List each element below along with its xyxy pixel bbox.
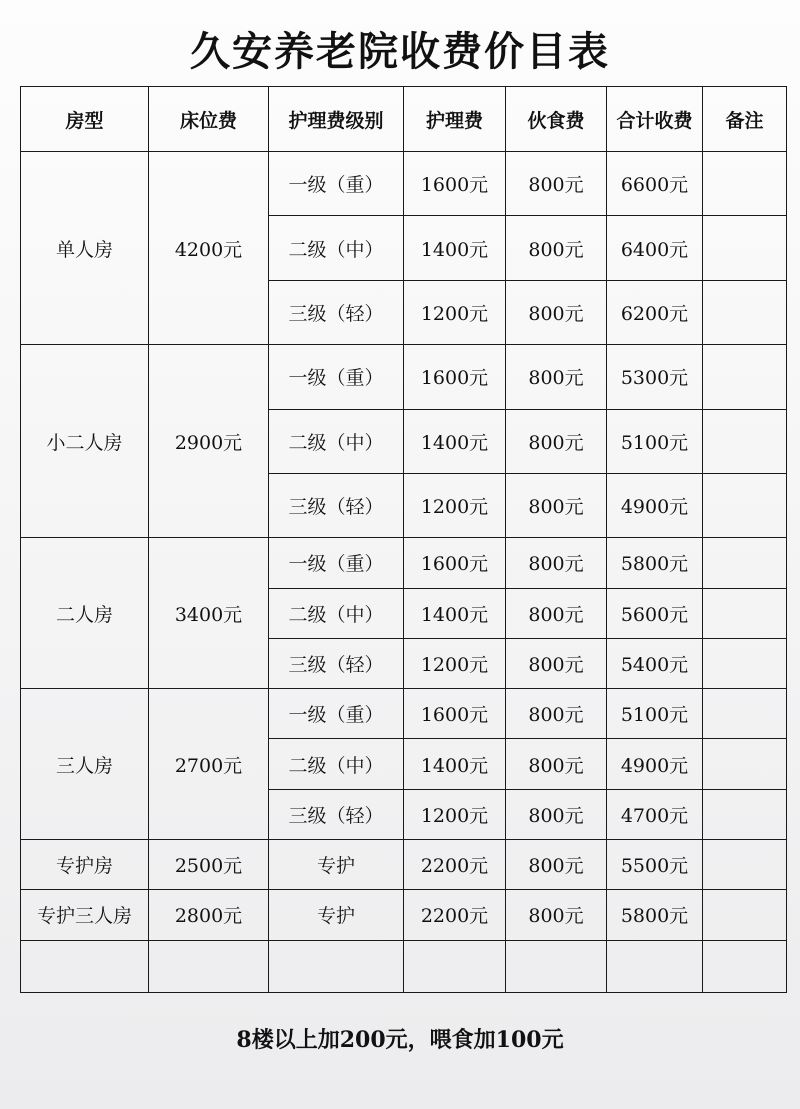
total-cell: 5500元 (607, 840, 703, 890)
note-cell (703, 890, 787, 940)
care-fee-cell: 1600元 (404, 689, 506, 739)
note-cell (703, 345, 787, 409)
header-row (21, 87, 787, 152)
table-row (21, 890, 787, 940)
care-level-cell: 一级（重） (269, 152, 404, 216)
note-cell (703, 280, 787, 344)
note-cell (703, 638, 787, 688)
care-fee-cell: 1200元 (404, 638, 506, 688)
care-fee-cell: 1400元 (404, 588, 506, 638)
care-level-cell: 一级（重） (269, 538, 404, 588)
care-level-cell: 三级（轻） (269, 473, 404, 537)
note-cell (703, 739, 787, 789)
care-fee-cell: 1400元 (404, 409, 506, 473)
table-row (21, 940, 787, 992)
total-cell: 4700元 (607, 789, 703, 839)
care-level-cell: 一级（重） (269, 345, 404, 409)
note-cell (703, 152, 787, 216)
note-cell (703, 689, 787, 739)
total-cell: 5100元 (607, 689, 703, 739)
care-level-cell: 专护 (269, 840, 404, 890)
care-level-cell: 一级（重） (269, 689, 404, 739)
total-cell: 4900元 (607, 473, 703, 537)
bed-fee-cell: 3400元 (149, 538, 269, 689)
room-type-cell: 三人房 (21, 689, 149, 840)
bed-fee-cell: 4200元 (149, 152, 269, 345)
care-level-cell: 专护 (269, 890, 404, 940)
total-cell: 5800元 (607, 890, 703, 940)
care-fee-cell: 1200元 (404, 473, 506, 537)
total-cell: 6400元 (607, 216, 703, 280)
header-bed-fee: 床位费 (149, 87, 269, 152)
note-cell (703, 840, 787, 890)
total-cell: 6600元 (607, 152, 703, 216)
food-fee-cell: 800元 (506, 739, 607, 789)
food-fee-cell: 800元 (506, 789, 607, 839)
table-row (21, 689, 787, 739)
food-fee-cell: 800元 (506, 473, 607, 537)
food-fee-cell: 800元 (506, 689, 607, 739)
care-level-cell: 二级（中） (269, 216, 404, 280)
bed-fee-cell (149, 940, 269, 992)
total-cell: 5600元 (607, 588, 703, 638)
care-fee-cell: 1600元 (404, 538, 506, 588)
bed-fee-cell: 2700元 (149, 689, 269, 840)
care-fee-cell: 1600元 (404, 152, 506, 216)
bed-fee-cell: 2900元 (149, 345, 269, 538)
room-type-cell: 专护房 (21, 840, 149, 890)
header-care-fee: 护理费 (404, 87, 506, 152)
total-cell: 5100元 (607, 409, 703, 473)
total-cell (607, 940, 703, 992)
footer-note: 8楼以上加200元，喂食加100元 (236, 1027, 564, 1053)
total-cell: 4900元 (607, 739, 703, 789)
total-cell: 6200元 (607, 280, 703, 344)
care-level-cell: 三级（轻） (269, 789, 404, 839)
total-cell: 5400元 (607, 638, 703, 688)
care-fee-cell (404, 940, 506, 992)
room-type-cell: 单人房 (21, 152, 149, 345)
page-title: 久安养老院收费价目表 (190, 29, 610, 75)
bed-fee-cell: 2500元 (149, 840, 269, 890)
note-cell (703, 216, 787, 280)
care-fee-cell: 2200元 (404, 890, 506, 940)
food-fee-cell: 800元 (506, 538, 607, 588)
care-level-cell: 二级（中） (269, 409, 404, 473)
header-food-fee: 伙食费 (506, 87, 607, 152)
food-fee-cell (506, 940, 607, 992)
room-type-cell: 小二人房 (21, 345, 149, 538)
fee-table (20, 86, 787, 993)
food-fee-cell: 800元 (506, 588, 607, 638)
care-level-cell: 三级（轻） (269, 280, 404, 344)
table-row (21, 152, 787, 216)
care-level-cell: 三级（轻） (269, 638, 404, 688)
care-fee-cell: 1200元 (404, 789, 506, 839)
food-fee-cell: 800元 (506, 409, 607, 473)
note-cell (703, 538, 787, 588)
care-level-cell (269, 940, 404, 992)
header-care-level: 护理费级别 (269, 87, 404, 152)
food-fee-cell: 800元 (506, 840, 607, 890)
table-row (21, 538, 787, 588)
bed-fee-cell: 2800元 (149, 890, 269, 940)
header-room-type: 房型 (21, 87, 149, 152)
room-type-cell: 专护三人房 (21, 890, 149, 940)
room-type-cell (21, 940, 149, 992)
care-fee-cell: 1400元 (404, 216, 506, 280)
care-fee-cell: 1600元 (404, 345, 506, 409)
fee-table-body (21, 152, 787, 993)
table-row (21, 840, 787, 890)
food-fee-cell: 800元 (506, 280, 607, 344)
care-level-cell: 二级（中） (269, 588, 404, 638)
care-level-cell: 二级（中） (269, 739, 404, 789)
food-fee-cell: 800元 (506, 638, 607, 688)
food-fee-cell: 800元 (506, 345, 607, 409)
food-fee-cell: 800元 (506, 216, 607, 280)
care-fee-cell: 1400元 (404, 739, 506, 789)
total-cell: 5800元 (607, 538, 703, 588)
note-cell (703, 940, 787, 992)
total-cell: 5300元 (607, 345, 703, 409)
table-row (21, 345, 787, 409)
care-fee-cell: 2200元 (404, 840, 506, 890)
note-cell (703, 473, 787, 537)
header-total: 合计收费 (607, 87, 703, 152)
food-fee-cell: 800元 (506, 890, 607, 940)
room-type-cell: 二人房 (21, 538, 149, 689)
note-cell (703, 409, 787, 473)
note-cell (703, 588, 787, 638)
note-cell (703, 789, 787, 839)
header-note: 备注 (703, 87, 787, 152)
care-fee-cell: 1200元 (404, 280, 506, 344)
food-fee-cell: 800元 (506, 152, 607, 216)
